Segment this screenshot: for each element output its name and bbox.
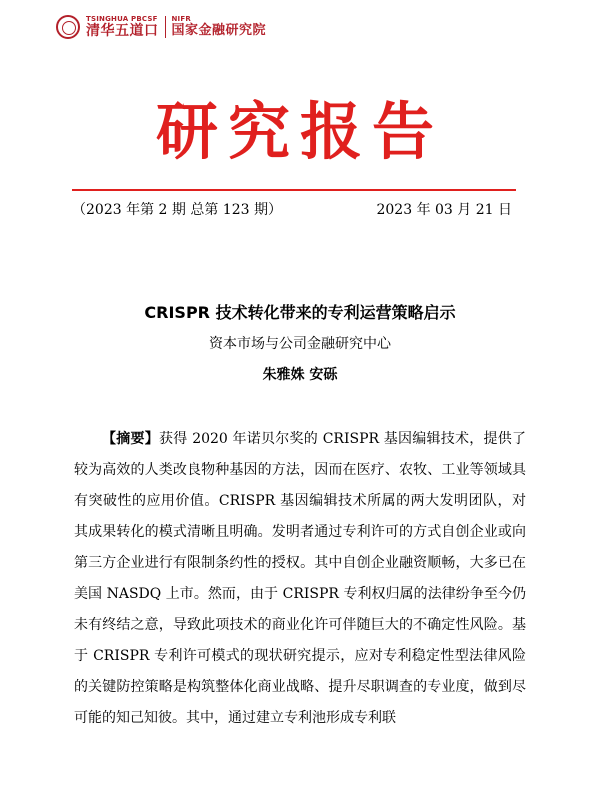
institute-cn: 国家金融研究院: [171, 23, 267, 38]
abstract-label: 【摘要】: [102, 431, 159, 447]
header-logo: [56, 14, 266, 40]
logo-cn: 清华五道口: [86, 23, 159, 39]
abstract-text: 获得 2020 年诺贝尔奖的 CRISPR 基因编辑技术，提供了较为高效的人类改良物种基因的方法，因而在医疗、农牧、工业等领域具有突破性的应用价值。CRISPR 基因编辑技术所属的两大发明团队，对其成果转化的模式清晰且明确。发明者通过专利许可的方式自创企业或向第三方企业进行有限制条约性的授权。其中自创企业融资顺畅，大多已在美国 NASDQ 上市。然而，由于 CRISPR 专利权归属的法律纷争至今仍未有终结之意，导致此项技术的商业化许可伴随巨大的不确定性风险。基于 CRISPR 专利许可模式的现状研究提示，应对专利稳定性型法律风险的关键防控策略是构筑整体化商业战略、提升尽职调查的专业度，做到尽可能的知己知彼。其中，通过建立专利池形成专利联: [74, 431, 527, 726]
authors: 朱雅姝 安砾: [262, 367, 338, 383]
institute-text-block: [172, 15, 267, 39]
logo-en: TSINGHUA PBCSF: [86, 15, 158, 23]
report-date: 2023 年 03 月 21 日: [376, 202, 512, 218]
university-seal-icon: [56, 15, 80, 39]
title-rule: [72, 189, 516, 191]
institute-en: NIFR: [171, 15, 191, 23]
abstract-paragraph: [74, 424, 526, 734]
logo-divider: [165, 16, 166, 38]
report-title: 研究报告: [155, 95, 444, 168]
logo-text-block: [86, 15, 159, 39]
issue-info: （2023 年第 2 期 总第 123 期）: [72, 202, 282, 218]
research-center: 资本市场与公司金融研究中心: [209, 336, 391, 352]
article-title: CRISPR 技术转化带来的专利运营策略启示: [144, 303, 456, 322]
